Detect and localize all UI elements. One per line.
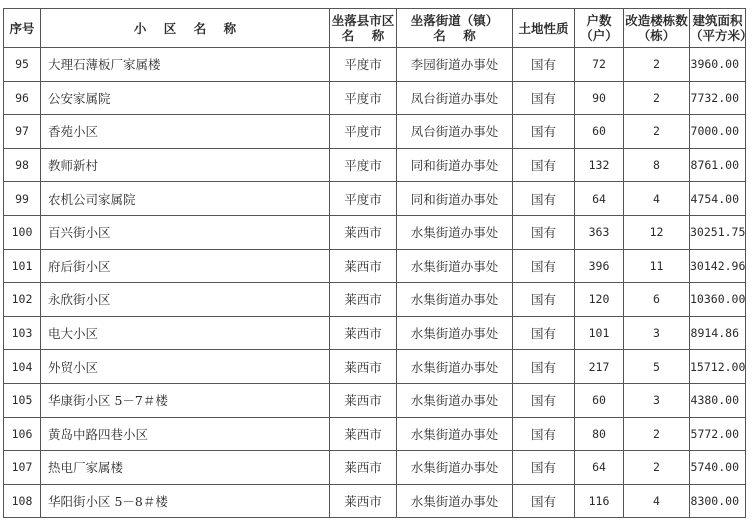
cell-land-type: 国有 [513, 182, 575, 216]
cell-county: 平度市 [330, 182, 397, 216]
cell-buildings: 4 [624, 182, 690, 216]
header-buildings-line2: （栋） [637, 28, 676, 43]
cell-seq: 106 [4, 417, 41, 451]
cell-area: 8914.86 [690, 316, 746, 350]
cell-seq: 97 [4, 115, 41, 149]
table-row [4, 484, 746, 518]
cell-street: 凤台街道办事处 [397, 81, 513, 115]
cell-area: 7732.00 [690, 81, 746, 115]
cell-street: 水集街道办事处 [397, 417, 513, 451]
cell-county: 莱西市 [330, 283, 397, 317]
cell-households: 116 [575, 484, 624, 518]
table-row [4, 148, 746, 182]
cell-land-type: 国有 [513, 350, 575, 384]
table-body [4, 48, 746, 518]
cell-seq: 102 [4, 283, 41, 317]
cell-seq: 96 [4, 81, 41, 115]
cell-buildings: 4 [624, 484, 690, 518]
header-community: 小 区 名 称 [41, 9, 330, 48]
cell-street: 水集街道办事处 [397, 283, 513, 317]
cell-land-type: 国有 [513, 48, 575, 82]
cell-land-type: 国有 [513, 484, 575, 518]
cell-county: 莱西市 [330, 484, 397, 518]
cell-seq: 95 [4, 48, 41, 82]
cell-households: 60 [575, 383, 624, 417]
cell-households: 363 [575, 215, 624, 249]
cell-community-name: 外贸小区 [41, 350, 330, 384]
header-area-line1: 建筑面积 [692, 13, 743, 28]
header-households-line2: （户） [580, 28, 618, 43]
cell-seq: 98 [4, 148, 41, 182]
cell-households: 217 [575, 350, 624, 384]
table-header [4, 9, 753, 48]
table-row [4, 316, 746, 350]
cell-buildings: 12 [624, 215, 690, 249]
cell-community-name: 热电厂家属楼 [41, 451, 330, 485]
header-land: 土地性质 [513, 9, 575, 48]
cell-buildings: 2 [624, 451, 690, 485]
cell-area: 7000.00 [690, 115, 746, 149]
cell-area: 30142.96 [690, 249, 746, 283]
cell-land-type: 国有 [513, 249, 575, 283]
cell-community-name: 农机公司家属院 [41, 182, 330, 216]
cell-seq: 99 [4, 182, 41, 216]
cell-county: 莱西市 [330, 383, 397, 417]
cell-area: 5772.00 [690, 417, 746, 451]
cell-seq: 103 [4, 316, 41, 350]
cell-street: 李园街道办事处 [397, 48, 513, 82]
cell-buildings: 11 [624, 249, 690, 283]
cell-seq: 104 [4, 350, 41, 384]
cell-area: 4754.00 [690, 182, 746, 216]
cell-community-name: 电大小区 [41, 316, 330, 350]
cell-buildings: 3 [624, 316, 690, 350]
cell-county: 莱西市 [330, 316, 397, 350]
header-households-line1: 户数 [586, 13, 612, 28]
cell-buildings: 2 [624, 81, 690, 115]
community-renovation-table [3, 8, 753, 518]
header-seq: 序号 [4, 9, 41, 48]
cell-area: 15712.00 [690, 350, 746, 384]
header-buildings-line1: 改造楼栋数 [625, 13, 688, 28]
cell-land-type: 国有 [513, 215, 575, 249]
cell-community-name: 华阳街小区 5－8＃楼 [41, 484, 330, 518]
table-row [4, 215, 746, 249]
cell-community-name: 香苑小区 [41, 115, 330, 149]
cell-households: 396 [575, 249, 624, 283]
cell-community-name: 华康街小区 5－7＃楼 [41, 383, 330, 417]
cell-county: 莱西市 [330, 215, 397, 249]
cell-county: 莱西市 [330, 249, 397, 283]
header-street-line1: 坐落街道（镇） [410, 13, 499, 28]
cell-buildings: 8 [624, 148, 690, 182]
cell-community-name: 永欣街小区 [41, 283, 330, 317]
cell-county: 平度市 [330, 48, 397, 82]
cell-community-name: 公安家属院 [41, 81, 330, 115]
cell-households: 80 [575, 417, 624, 451]
header-buildings [624, 9, 690, 48]
cell-street: 水集街道办事处 [397, 350, 513, 384]
cell-area: 8761.00 [690, 148, 746, 182]
cell-buildings: 5 [624, 350, 690, 384]
cell-seq: 105 [4, 383, 41, 417]
table-row [4, 451, 746, 485]
cell-county: 平度市 [330, 148, 397, 182]
cell-area: 10360.00 [690, 283, 746, 317]
cell-county: 莱西市 [330, 451, 397, 485]
cell-land-type: 国有 [513, 148, 575, 182]
cell-land-type: 国有 [513, 417, 575, 451]
cell-county: 平度市 [330, 81, 397, 115]
cell-households: 72 [575, 48, 624, 82]
cell-street: 水集街道办事处 [397, 484, 513, 518]
header-households [575, 9, 624, 48]
table-row [4, 249, 746, 283]
cell-households: 90 [575, 81, 624, 115]
cell-buildings: 6 [624, 283, 690, 317]
cell-street: 水集街道办事处 [397, 249, 513, 283]
cell-land-type: 国有 [513, 451, 575, 485]
header-county-line1: 坐落县市区 [331, 13, 395, 28]
cell-land-type: 国有 [513, 383, 575, 417]
header-area-line2: （平方米） [690, 28, 753, 43]
cell-street: 同和街道办事处 [397, 182, 513, 216]
cell-area: 8300.00 [690, 484, 746, 518]
cell-county: 莱西市 [330, 417, 397, 451]
table-row [4, 350, 746, 384]
cell-buildings: 2 [624, 417, 690, 451]
cell-households: 132 [575, 148, 624, 182]
cell-households: 120 [575, 283, 624, 317]
cell-area: 3960.00 [690, 48, 746, 82]
cell-street: 水集街道办事处 [397, 316, 513, 350]
table-row [4, 48, 746, 82]
table-row [4, 115, 746, 149]
table-row [4, 383, 746, 417]
cell-community-name: 黄岛中路四巷小区 [41, 417, 330, 451]
cell-households: 64 [575, 182, 624, 216]
cell-street: 水集街道办事处 [397, 215, 513, 249]
cell-street: 水集街道办事处 [397, 383, 513, 417]
cell-street: 凤台街道办事处 [397, 115, 513, 149]
cell-buildings: 2 [624, 48, 690, 82]
cell-area: 5740.00 [690, 451, 746, 485]
table-row [4, 81, 746, 115]
cell-households: 60 [575, 115, 624, 149]
cell-community-name: 大理石薄板厂家属楼 [41, 48, 330, 82]
header-county-line2: 名 称 [341, 28, 385, 43]
cell-land-type: 国有 [513, 316, 575, 350]
cell-seq: 108 [4, 484, 41, 518]
cell-households: 64 [575, 451, 624, 485]
table-row [4, 283, 746, 317]
cell-community-name: 府后街小区 [41, 249, 330, 283]
cell-buildings: 3 [624, 383, 690, 417]
cell-seq: 100 [4, 215, 41, 249]
table-row [4, 417, 746, 451]
cell-street: 水集街道办事处 [397, 451, 513, 485]
header-county [330, 9, 397, 48]
cell-area: 4380.00 [690, 383, 746, 417]
cell-county: 平度市 [330, 115, 397, 149]
header-street [397, 9, 513, 48]
cell-seq: 107 [4, 451, 41, 485]
cell-households: 101 [575, 316, 624, 350]
cell-land-type: 国有 [513, 81, 575, 115]
header-area [690, 9, 753, 48]
cell-seq: 101 [4, 249, 41, 283]
cell-county: 莱西市 [330, 350, 397, 384]
cell-street: 同和街道办事处 [397, 148, 513, 182]
cell-land-type: 国有 [513, 115, 575, 149]
table-row [4, 182, 746, 216]
cell-area: 30251.75 [690, 215, 746, 249]
cell-community-name: 教师新村 [41, 148, 330, 182]
cell-community-name: 百兴街小区 [41, 215, 330, 249]
cell-land-type: 国有 [513, 283, 575, 317]
cell-buildings: 2 [624, 115, 690, 149]
header-street-line2: 名 称 [433, 28, 476, 43]
